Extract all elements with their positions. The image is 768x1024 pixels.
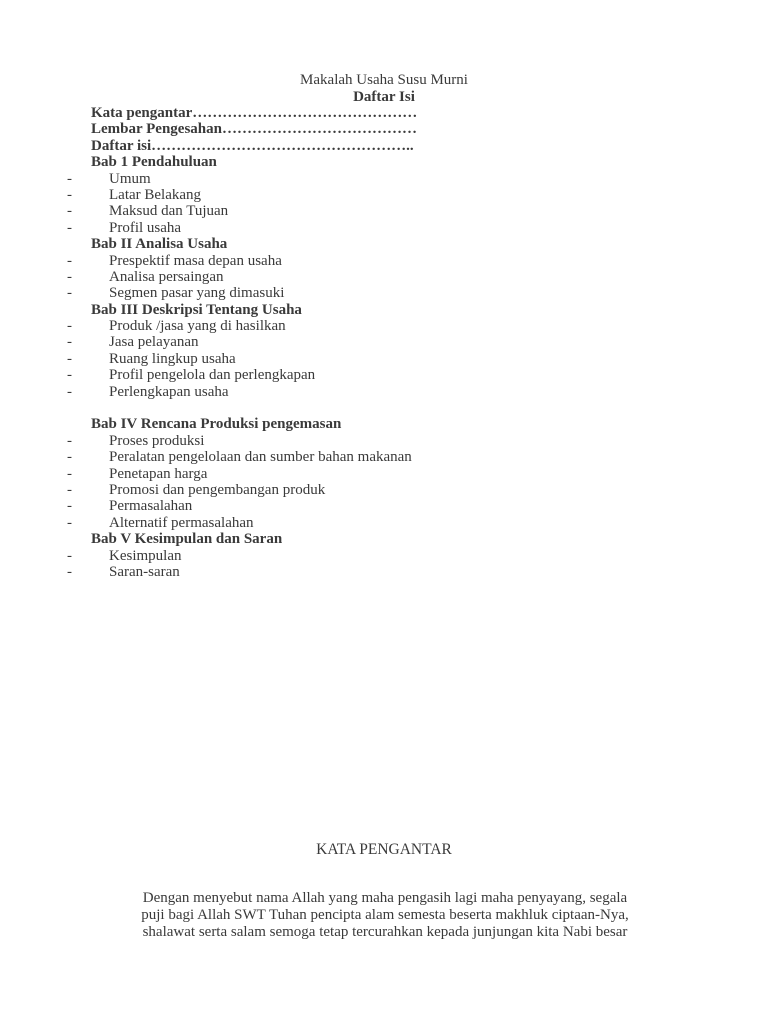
toc-list-item xyxy=(0,285,768,301)
toc-item-label: Perlengkapan usaha xyxy=(109,383,229,400)
toc-list-item xyxy=(0,548,768,564)
toc-item-label: Kesimpulan xyxy=(109,547,182,564)
toc-item-label: Saran-saran xyxy=(109,563,180,580)
toc-list-item xyxy=(0,351,768,367)
list-dash-bullet: - xyxy=(67,186,72,203)
toc-chapter-heading xyxy=(0,302,768,318)
list-dash-bullet: - xyxy=(67,547,72,564)
toc-list-item xyxy=(0,318,768,334)
toc-chapter-label: Bab IV Rencana Produksi pengemasan xyxy=(91,416,342,433)
toc-item-label: Prespektif masa depan usaha xyxy=(109,252,282,269)
toc-list-item xyxy=(0,498,768,514)
list-dash-bullet: - xyxy=(67,219,72,236)
toc-chapter-heading xyxy=(0,138,768,154)
toc-item-label: Proses produksi xyxy=(109,432,205,449)
list-dash-bullet: - xyxy=(67,350,72,367)
toc-chapter-label: Bab II Analisa Usaha xyxy=(91,236,228,253)
toc-chapter-label: Kata pengantar……………………………………… xyxy=(91,105,418,121)
toc-chapter-label: Bab 1 Pendahuluan xyxy=(91,154,217,171)
toc-item-label: Jasa pelayanan xyxy=(109,334,199,351)
toc-item-label: Promosi dan pengembangan produk xyxy=(109,481,326,498)
toc-heading: Daftar Isi xyxy=(353,89,415,105)
toc-chapter-label: Bab V Kesimpulan dan Saran xyxy=(91,531,283,548)
toc-item-label: Ruang lingkup usaha xyxy=(109,350,236,367)
list-dash-bullet: - xyxy=(67,481,72,498)
toc-item-label: Umum xyxy=(109,170,151,187)
section-title: KATA PENGANTAR xyxy=(316,841,452,858)
toc-list-item xyxy=(0,433,768,449)
toc-list-item xyxy=(0,187,768,203)
toc-list-item xyxy=(0,220,768,236)
toc-list-item xyxy=(0,466,768,482)
list-dash-bullet: - xyxy=(67,449,72,466)
toc-list-item xyxy=(0,515,768,531)
document-title: Makalah Usaha Susu Murni xyxy=(300,72,468,88)
toc-list-item xyxy=(0,171,768,187)
intro-line: Dengan menyebut nama Allah yang maha pengasih lagi maha penyayang, segala xyxy=(142,890,628,906)
toc-item-label: Produk /jasa yang di hasilkan xyxy=(109,318,286,335)
toc-chapter-heading xyxy=(0,105,768,121)
toc-item-label: Permasalahan xyxy=(109,498,193,515)
list-dash-bullet: - xyxy=(67,465,72,482)
toc-list-item xyxy=(0,203,768,219)
toc-list-item xyxy=(0,449,768,465)
toc-list-item xyxy=(0,253,768,269)
toc-chapter-label: Lembar Pengesahan………………………………… xyxy=(91,121,417,138)
intro-line: shalawat serta salam semoga tetap tercurahkan kepada junjungan kita Nabi besar xyxy=(142,924,628,940)
toc-chapter-heading xyxy=(0,531,768,547)
toc-chapter-heading xyxy=(0,416,768,432)
toc-item-label: Latar Belakang xyxy=(109,186,202,203)
toc-list-item xyxy=(0,384,768,400)
toc-item-label: Maksud dan Tujuan xyxy=(109,203,229,220)
list-dash-bullet: - xyxy=(67,563,72,580)
list-dash-bullet: - xyxy=(67,252,72,269)
toc-chapter-heading xyxy=(0,154,768,170)
list-dash-bullet: - xyxy=(67,334,72,351)
list-dash-bullet: - xyxy=(67,203,72,220)
toc-list-item xyxy=(0,334,768,350)
toc-list-item xyxy=(0,367,768,383)
toc-item-label: Segmen pasar yang dimasuki xyxy=(109,285,285,302)
intro-paragraph xyxy=(90,890,680,941)
list-dash-bullet: - xyxy=(67,367,72,384)
list-dash-bullet: - xyxy=(67,285,72,302)
list-dash-bullet: - xyxy=(67,170,72,187)
toc-chapter-label: Bab III Deskripsi Tentang Usaha xyxy=(91,301,302,318)
toc-chapter-label: Daftar isi…………………………………………….. xyxy=(91,137,414,154)
toc-item-label: Profil usaha xyxy=(109,219,182,236)
list-dash-bullet: - xyxy=(67,432,72,449)
table-of-contents xyxy=(0,105,768,580)
toc-spacer xyxy=(0,400,768,416)
intro-line: puji bagi Allah SWT Tuhan pencipta alam semesta beserta makhluk ciptaan-Nya, xyxy=(141,907,629,923)
list-dash-bullet: - xyxy=(67,268,72,285)
list-dash-bullet: - xyxy=(67,383,72,400)
toc-item-label: Analisa persaingan xyxy=(109,268,224,285)
toc-chapter-heading xyxy=(0,121,768,137)
toc-item-label: Penetapan harga xyxy=(109,465,208,482)
list-dash-bullet: - xyxy=(67,498,72,515)
toc-list-item xyxy=(0,482,768,498)
toc-item-label: Alternatif permasalahan xyxy=(109,514,254,531)
list-dash-bullet: - xyxy=(67,514,72,531)
toc-list-item xyxy=(0,269,768,285)
toc-list-item xyxy=(0,564,768,580)
toc-item-label: Peralatan pengelolaan dan sumber bahan makanan xyxy=(109,449,412,466)
list-dash-bullet: - xyxy=(67,318,72,335)
toc-item-label: Profil pengelola dan perlengkapan xyxy=(109,367,316,384)
toc-chapter-heading xyxy=(0,236,768,252)
